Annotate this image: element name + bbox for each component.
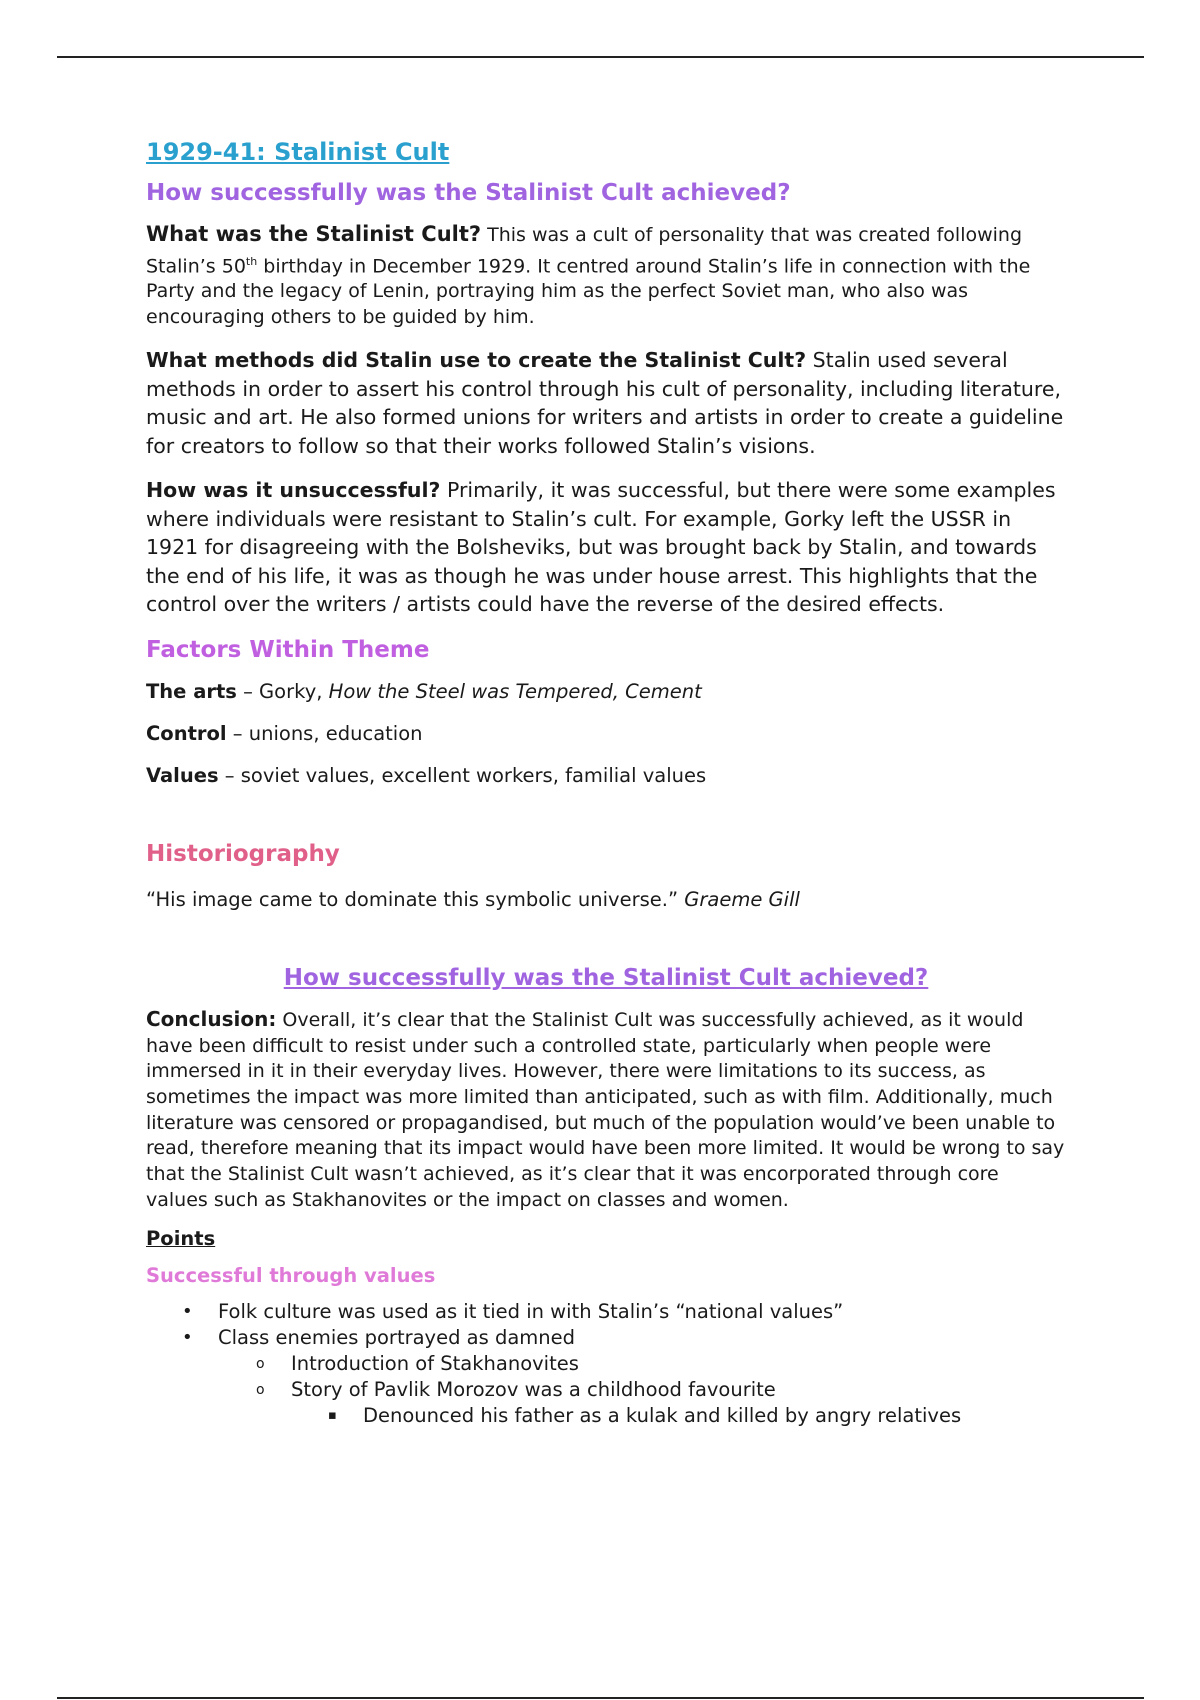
points-heading: Points <box>146 1227 216 1251</box>
paragraph-methods: What methods did Stalin use to create the Stalinist Cult? Stalin used several methods in order to assert his control through his cult of personality, including literature, music and art. He also formed unions for writers and artists in order to create a guideline for creators to follow so that their works followed Stalin’s visions. <box>146 348 1064 458</box>
document-body <box>146 138 1066 1429</box>
top-rule <box>57 56 1144 58</box>
paragraph-label: Conclusion: <box>146 1006 277 1031</box>
paragraph-unsuccessful: How was it unsuccessful? Primarily, it was successful, but there were some examples where individuals were resistant to Stalin’s cult. For example, Gorky left the USSR in 1921 for disagreeing with the Bolsheviks, but was brought back by Stalin, and towards the end of his life, it was as though he was under house arrest. This highlights that the control over the writers / artists could have the reverse of the desired effects. <box>146 478 1056 617</box>
list-item: o Story of Pavlik Morozov was a childhood favourite <box>256 1378 776 1402</box>
circle-bullet-icon: o <box>256 1356 265 1373</box>
conclusion-section-heading: How successfully was the Stalinist Cult achieved? <box>283 964 929 991</box>
list-item: o Introduction of Stakhanovites <box>256 1352 579 1376</box>
paragraph-label: What methods did Stalin use to create the Stalinist Cult? <box>146 348 807 373</box>
list-item: • Class enemies portrayed as damned <box>182 1326 576 1350</box>
historiography-quote: “His image came to dominate this symbolic universe.” Graeme Gill <box>146 887 800 911</box>
section-question-heading: How successfully was the Stalinist Cult achieved? <box>146 180 791 206</box>
list-item: ▪ Denounced his father as a kulak and killed by angry relatives <box>328 1404 962 1428</box>
paragraph-label: What was the Stalinist Cult? <box>146 222 482 246</box>
circle-bullet-icon: o <box>256 1382 265 1399</box>
paragraph-what-was-cult: What was the Stalinist Cult? This was a cult of personality that was created following Stalin’s 50th birthday in December 1929. It centred around Stalin’s life in connection with the Party and the legacy of Lenin, portraying him as the perfect Soviet man, who also was encouraging others to be guided by him. <box>146 222 1031 328</box>
conclusion-paragraph: Conclusion: Overall, it’s clear that the Stalinist Cult was successfully achieved, as it would have been difficult to resist under such a controlled state, particularly when people were immersed in it in their everyday lives. However, there were limitations to its success, as sometimes the impact was more limited than anticipated, such as with film. Additionally, much literature was censored or propagandised, but much of the population would’ve been unable to read, therefore meaning that its impact would have been more limited. It would be wrong to say that the Stalinist Cult wasn’t achieved, as it’s clear that it was encorporated through core values such as Stakhanovites or the impact on classes and women. <box>146 1006 1065 1211</box>
factors-heading: Factors Within Theme <box>146 636 430 663</box>
points-list <box>146 1299 1066 1429</box>
historiography-heading: Historiography <box>146 840 340 867</box>
bullet-icon: • <box>182 1327 193 1349</box>
square-bullet-icon: ▪ <box>328 1408 337 1424</box>
bullet-icon: • <box>182 1301 193 1323</box>
bottom-rule <box>57 1697 1144 1699</box>
factor-arts: The arts – Gorky, How the Steel was Tempered, Cement <box>146 679 702 703</box>
list-item: • Folk culture was used as it tied in with Stalin’s “national values” <box>182 1300 844 1324</box>
quote-author: Graeme Gill <box>684 887 800 911</box>
factor-control: Control – unions, education <box>146 721 423 745</box>
points-subheading: Successful through values <box>146 1264 436 1288</box>
paragraph-label: How was it unsuccessful? <box>146 478 441 503</box>
factor-values: Values – soviet values, excellent workers, familial values <box>146 763 707 787</box>
page-title: 1929-41: Stalinist Cult <box>146 138 450 166</box>
